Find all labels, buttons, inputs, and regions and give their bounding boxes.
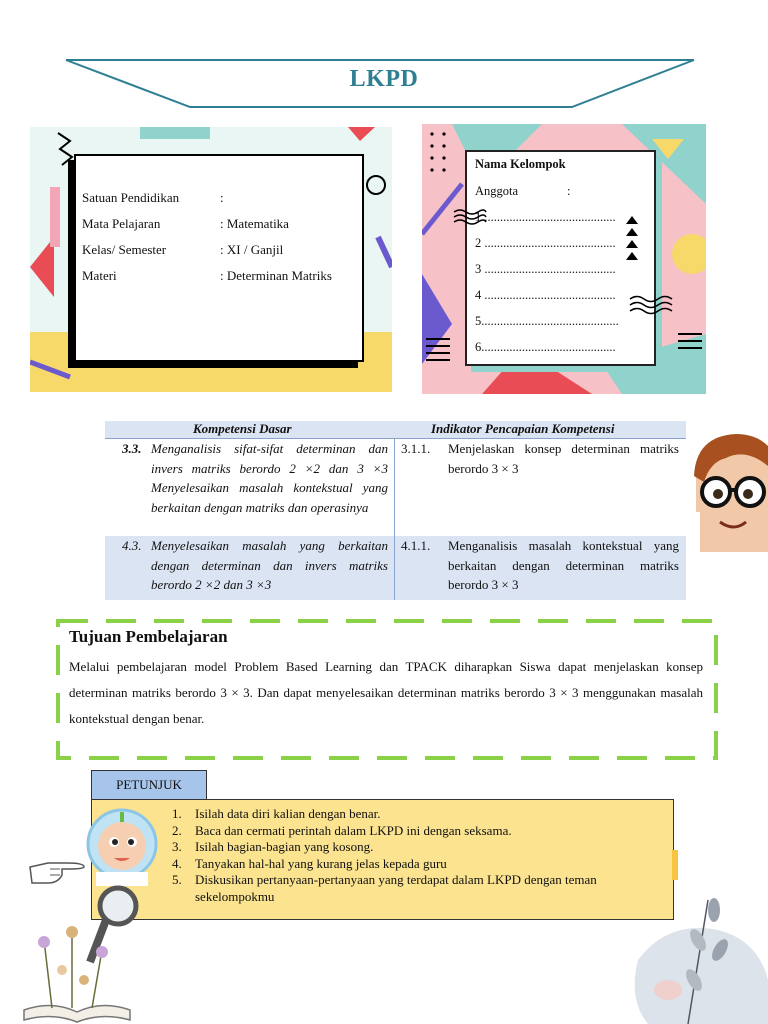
identity-value: : Matematika [220,216,289,231]
boy-mascot-icon [686,432,768,552]
indikator-text: Menjelaskan konsep determinan matriks berordo 3 × 3 [448,441,679,476]
tab-accent [672,850,678,880]
group-card [422,124,706,394]
table-header-row [105,421,686,439]
table-header-indikator: Indikator Pencapaian Kompetensi [431,421,615,436]
table-row [105,536,686,600]
table-column-divider [394,439,395,600]
wave-lines-icon [628,294,678,316]
kd-text: Menyelesaikan masalah yang berkaitan dengan determinan dan invers matriks berordo 2 ×2 dan 3 ×3 [151,538,388,592]
member-line: 3 .......................................... [475,262,616,276]
instructions-label: PETUNJUK [116,777,182,792]
competency-table [105,421,686,600]
identity-label: Kelas/ Semester [82,242,167,257]
plant-decoration [628,880,768,1024]
member-line: 6........................................... [475,340,616,354]
members-label: Anggota [475,184,519,198]
kd-text: Menganalisis sifat-sifat determinan dan invers matriks berordo 2 ×2 dan 3 ×3 Menyelesaikan masalah kontekstual yang berkaitan dengan matriks dan operasinya [151,441,388,515]
pointing-hand-icon [28,853,86,889]
identity-label: Satuan Pendidikan [82,190,180,205]
instructions-tab [91,770,207,800]
learning-objective-text: Melalui pembelajaran model Problem Based Learning dan TPACK diharapkan Siswa dapat menjelaskan konsep determinan matriks berordo 3 × 3. Dan dapat menyelesaikan determinan matriks berordo 3 × 3 menggunakan masalah kontekstual dengan benar. [69,659,703,726]
indikator-text: Menganalisis masalah kontekstual yang berkaitan dengan determinan matriks berordo 3 × 3 [448,538,679,592]
members-colon: : [567,184,571,198]
table-row [105,439,686,535]
group-heading: Nama Kelompok [475,157,566,171]
baby-astronaut-icon [86,806,158,886]
identity-value: : XI / Ganjil [220,242,284,257]
list-item: 3. Isilah bagian-bagian yang kosong. [172,839,374,854]
member-line: 2 .......................................... [475,236,616,250]
identity-panel [74,154,364,362]
identity-value: : Determinan Matriks [220,268,332,283]
table-header-kd: Kompetensi Dasar [193,421,292,436]
list-item: 5. Diskusikan pertanyaan-pertanyaan yang terdapat dalam LKPD dengan teman sekelompokmu [172,872,597,904]
indikator-number: 4.1.1. [401,538,431,553]
learning-objective-section [56,619,718,760]
member-line: 5............................................ [475,314,619,328]
identity-label: Materi [82,268,117,283]
flower-book-decoration [22,920,132,1024]
page-title: LKPD [349,66,419,92]
kd-number: 4.3. [122,538,142,553]
identity-label: Mata Pelajaran [82,216,161,231]
indikator-number: 3.1.1. [401,441,431,456]
identity-value: : [220,190,224,205]
banner-shape [0,0,768,120]
member-line: 4 .......................................... [475,288,616,302]
wave-lines-icon [452,208,488,226]
member-line: 1 .......................................... [475,210,616,224]
kd-number: 3.3. [122,441,142,456]
identity-card [30,127,392,392]
triangle-stack-icon [622,212,682,272]
list-item: 1. Isilah data diri kalian dengan benar. [172,806,381,821]
title-banner [0,0,768,120]
learning-objective-title: Tujuan Pembelajaran [69,627,228,646]
list-item: 2. Baca dan cermati perintah dalam LKPD ini dengan seksama. [172,822,512,838]
list-item: 4. Tanyakan hal-hal yang kurang jelas kepada guru [172,855,447,871]
instructions-box [91,799,674,920]
instructions-list [162,806,642,905]
